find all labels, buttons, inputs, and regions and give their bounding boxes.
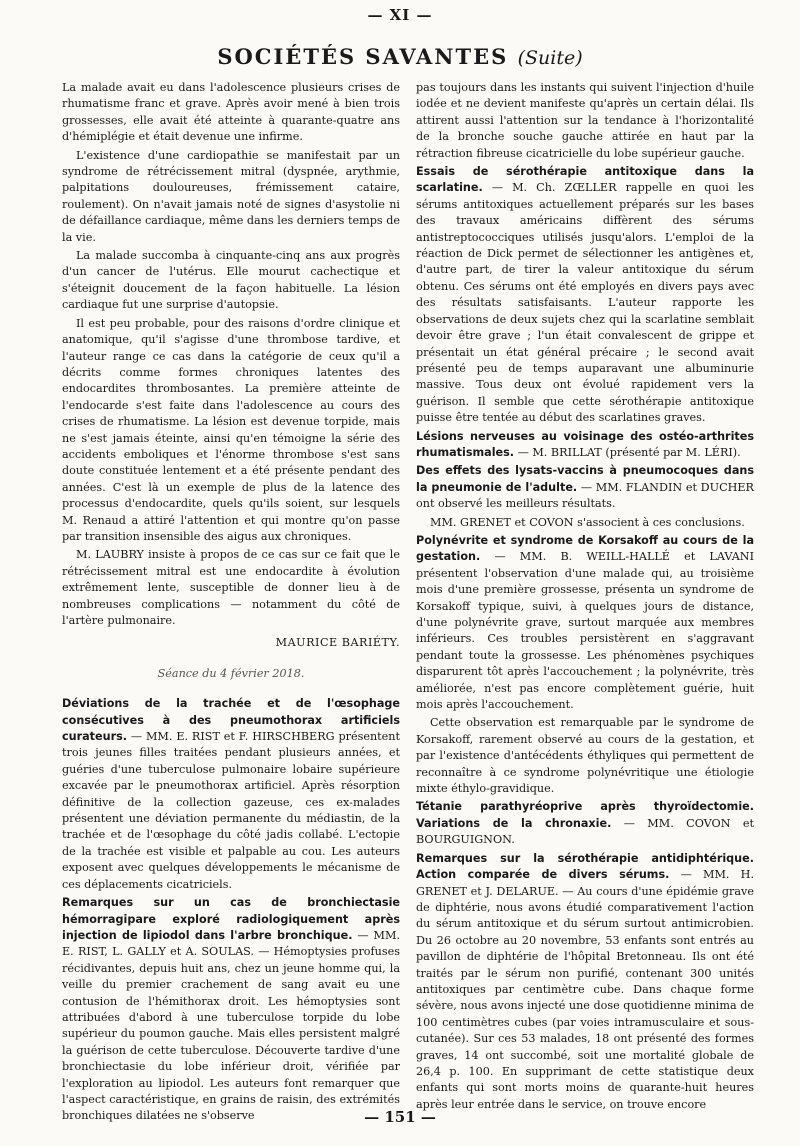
paragraph: L'existence d'une cardiopathie se manifestait par un syndrome de rétrécissement mitral (dyspnée, arythmie, palpitations douloureuses, frémissement cataire, roulement). On n'avait jamais noté de signes d'asystolie ni de défaillance cardiaque, même dans les derniers temps de la vie. <box>62 148 400 244</box>
paragraph-continuation: pas toujours dans les instants qui suivent l'injection d'huile iodée et ne devient manifeste qu'après un certain délai. Ils attirent aussi l'attention sur la tendance à l'horizontalité de la bronche souche gauche attirée en haut par la rétraction fibreuse cicatricielle du lobe supérieur gauche. <box>416 81 754 160</box>
section-title-suffix: (Suite) <box>517 47 583 69</box>
article-body: — MM. B. WEILL-HALLÉ et LAVANI présentent l'observation d'une malade qui, au troisième mois d'une première grossesse, présenta un syndrome de Korsakoff typique, suivi, à quelques jours de distance, d'une polynévrite grave, surtout marquée aux membres inférieurs. Ces troubles persistèrent en s'aggravant pendant toute la grossesse. Les phénomènes psychiques disparurent tôt après l'accouchement ; la polynévrite, très améliorée, n'est pas encore complètement guérie, huit mois après l'accouchement. <box>416 550 754 712</box>
article-title: Polynévrite et syndrome de Korsakoff au cours de la gestation. <box>416 533 754 564</box>
right-column <box>416 80 754 1115</box>
article-title: Essais de sérothérapie antitoxique dans la scarlatine. <box>416 165 754 195</box>
article-entry <box>416 851 754 1114</box>
left-column <box>62 80 400 1127</box>
article-entry <box>416 164 754 427</box>
page-title <box>0 44 800 69</box>
article-entry <box>62 895 400 1125</box>
article-entry <box>416 533 754 713</box>
paragraph: MM. GRENET et COVON s'associent à ces conclusions. <box>430 515 745 529</box>
article-body: — MM. FLANDIN et DUCHER ont observé les meilleurs résultats. <box>416 480 754 511</box>
paragraph: Il est peu probable, pour des raisons d'ordre clinique et anatomique, qu'il s'agisse d'une thrombose tardive, et l'auteur range ce cas dans la catégorie de ceux qu'il a décrits comme formes chroniques latentes des endocardites thrombosantes. La première atteinte de l'endocarde s'est faite dans l'adolescence au cours des crises de rhumatisme. La lésion est devenue torpide, mais ne s'est jamais éteinte, ainsi qu'en témoigne la série des accidents emboliques et l'énorme thrombose s'est sans doute constituée lentement et a été présente pendant des années. C'est là un exemple de plus de la latence des processus d'endocardite, quels qu'ils soient, sur lesquels M. Renaud a attiré l'attention et qui montre qu'on passe par transition insensible des aigus aux chroniques. <box>62 316 400 543</box>
article-title: Lésions nerveuses au voisinage des ostéo-arthrites rhumatismales. <box>416 429 754 459</box>
article-title: Des effets des lysats-vaccins à pneumocoques dans la pneumonie de l'adulte. <box>416 464 754 494</box>
article-body: — MM. E. RIST, L. GALLY et A. SOULAS. — Hémoptysies profuses récidivantes, depuis huit ans, chez un jeune homme qui, la veille du premier crachement de sang avait eu une contusion de l'hémithorax droit. Les hémoptysies sont attribuées d'abord à une tuberculose torpide du lobe supérieur du poumon gauche. Mais elles persistent malgré la guérison de cette tuberculose. Découverte tardive d'une bronchiectasie du lobe inférieur droit, vérifiée par l'exploration au lipiodol. Les auteurs font remarquer que l'aspect caractéristique, en grains de raisin, des extrémités bronchiques dilatées ne s'observe <box>62 928 401 1123</box>
article-title: Tétanie parathyréoprive après thyroïdectomie. Variations de la chronaxie. <box>416 800 754 830</box>
article-title: Remarques sur la sérothérapie antidiphtérique. Action comparée de divers sérums. <box>416 851 754 882</box>
page-folio: — XI — <box>367 6 433 24</box>
author-signature: MAURICE BARIÉTY. <box>275 636 400 650</box>
article-body: — MM. COVON et BOURGUIGNON. <box>416 816 755 847</box>
article-title: Remarques sur un cas de bronchiectasie hémorragipare exploré radiologiquement après injection de lipiodol dans l'arbre bronchique. <box>62 896 400 942</box>
article-entry <box>416 429 754 462</box>
article-body: — MM. E. RIST et F. HIRSCHBERG présentent trois jeunes filles traitées pendant plusieurs années, et guéries d'une tuberculose pulmonaire lobaire supérieure excavée par le pneumothorax artificiel. Après résorption définitive de la collection gazeuse, ces ex-malades présentent une déviation permanente du médiastin, de la trachée et de l'œsophage du côté jadis collabé. L'ectopie de la trachée est visible et palpable au cou. Les auteurs exposent avec quelques développements le mécanisme de ces déplacements cicatriciels. <box>62 730 400 891</box>
page-number: — 151 — <box>364 1108 436 1126</box>
section-title: SOCIÉTÉS SAVANTES <box>217 44 509 69</box>
article-entry <box>62 696 400 893</box>
article-entry <box>416 799 754 848</box>
article-body: — M. Ch. ZŒLLER rappelle en quoi les sérums antitoxiques actuellement préparés sur les bases des travaux américains diffèrent des sérums antistreptococciques utilisés jusqu'alors. L'emploi de la réaction de Dick permet de sélectionner les antigènes et, d'autre part, de tirer la valeur antitoxique du sérum obtenu. Ces sérums ont été employés en divers pays avec des résultats satisfaisants. L'auteur rapporte les observations de deux sujets chez qui la scarlatine semblait devoir être grave ; l'un était convalescent de grippe et présentait un état général précaire ; le second avait présenté peu de temps auparavant une albuminurie massive. Tous deux ont évolué rapidement vers la guérison. Il semble que cette sérothérapie antitoxique puisse être tentée au début des scarlatines graves. <box>416 181 754 425</box>
article-body: — M. BRILLAT (présenté par M. LÉRI). <box>517 445 741 459</box>
paragraph: M. LAUBRY insiste à propos de ce cas sur ce fait que le rétrécissement mitral est une endocardite à évolution extrêmement lente, susceptible de donner lieu à de nombreuses complications — notamment du côté de l'artère pulmonaire. <box>62 548 400 627</box>
article-entry <box>416 463 754 512</box>
session-date: Séance du 4 février 2018. <box>157 666 305 680</box>
article-body: — MM. H. GRENET et J. DELARUE. — Au cours d'une épidémie grave de diphtérie, nous avons étudié comparativement l'action du sérum antitoxique et du sérum surtout antimicrobien. Du 26 octobre au 20 novembre, 53 enfants sont entrés au pavillon de diphtérie de l'hôpital Bretonneau. Ils ont été traités par le sérum non purifié, contenant 300 unités antitoxiques par centimètre cube. Dans chaque forme sévère, nous avons injecté une dose quotidienne minima de 100 centimètres cubes (par voies intramusculaire et sous-cutanée). Sur ces 53 malades, 18 ont présenté des formes graves, 14 ont succombé, soit une mortalité globale de 26,4 p. 100. En supprimant de cette statistique deux enfants qui sont morts moins de quarante-huit heures après leur entrée dans le service, on trouve encore <box>416 868 754 1111</box>
paragraph: Cette observation est remarquable par le syndrome de Korsakoff, rarement observé au cours de la gestation, et par l'existence d'antécédents éthyliques qui permettent de reconnaître à ce syndrome polynévritique une étiologie mixte éthylo-gravidique. <box>416 716 754 796</box>
paragraph: La malade succomba à cinquante-cinq ans aux progrès d'un cancer de l'utérus. Elle mourut cachectique et s'éteignit doucement de la façon habituelle. La lésion cardiaque fut une surprise d'autopsie. <box>62 249 400 312</box>
article-title: Déviations de la trachée et de l'œsophage consécutives à des pneumothorax artificiels curateurs. <box>62 697 400 744</box>
paragraph: La malade avait eu dans l'adolescence plusieurs crises de rhumatisme franc et grave. Après avoir mené à bien trois grossesses, elle avait été atteinte à quarante-quatre ans d'hémiplégie et était devenue une infirme. <box>62 81 400 144</box>
